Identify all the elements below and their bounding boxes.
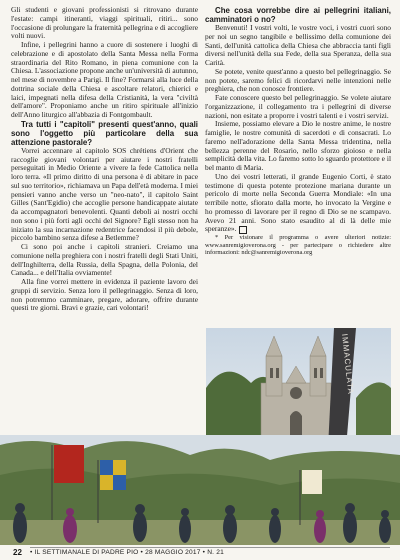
paragraph [205, 173, 391, 234]
paragraph: Vorrei accennare al capitolo SOS chrétiens d'Orient che raccoglie giovani volontari per aiutare i nostri fratelli perseguitati in Medio Oriente a vivere la fede Cattolica nella loro terra. «Il primo diritto di una persona è di abitare in pace sul suo territorio», richiamava un Papa dell'età moderna. I miei pensieri vanno anche verso un "neo-nato", il capitolo Saint Gilles (Sant'Egidio) che accoglie persone handicappate aiutate da accompagnatori benevolenti. Quanti deboli ai nostri occhi non sono i più forti agli occhi del Signore? Egli stesso non ha iniziato la sua incarnazione redentrice facendosi il più debole, piccolo bambino senza difese a Betlemme? [11, 145, 198, 243]
quote-text: Uno dei vostri letterati, il grande Eugenio Corti, è stato testimone di questa potente protezione mariana durante un pericolo di morte nella Seconda Guerra Mondiale: «In una terribile notte, sfiorato dalla morte, ho invocato la Vergine e ho promesso di lavorare per il regno di Dio se ne scampavo. Avevo 21 anni. Sono stato esaudito al di là delle mie speranze». [205, 171, 391, 234]
page-footer [0, 545, 400, 560]
footer-publication: • IL SETTIMANALE DI PADRE PIO • 28 MAGGIO 2017 • N. 21 [30, 549, 224, 556]
end-mark-icon [239, 226, 247, 234]
interview-question: Tra tutti i "capitoli" presenti quest'anno, quali sono l'oggetto più particolare della sua attenzione pastorale? [11, 119, 198, 147]
page-number: 22 [13, 548, 22, 557]
paragraph: Alla fine vorrei mettere in evidenza il paziente lavoro dei gruppi di servizio. Senza loro il pellegrinaggio. Senza di loro, non potremmo camminare, pregare, adorare, offrire durante questi tre giorni. Bravi e grazie, cari volontari! [11, 277, 198, 313]
pilgrims-photo [0, 435, 400, 545]
paragraph: Benvenuti! I vostri volti, le vostre voci, i vostri cuori sono per noi un segno tangibile e bellissimo della comunione dei Santi, dell'unità cattolica della Chiesa che abbraccia tanti figli diversi nell'unità della sua Fede, della sua Speranza, della sua Carità. [205, 23, 391, 67]
paragraph: Fate conoscere questo bel pellegrinaggio. Se volete aiutare l'organizzazione, il collegamento tra i pellegrini di diverse nazioni, non esitate a proporre i vostri talenti e i vostri servizi. [205, 93, 391, 120]
paragraph: Ci sono poi anche i capitoli stranieri. Creiamo una comunione nella preghiera con i nostri fratelli degli Stati Uniti, dell'Inghilterra, della Russia, della Spagna, della Polonia, del Canada... e dell'Italia ovviamente! [11, 242, 198, 278]
interview-question: Che cosa vorrebbe dire ai pellegrini italiani, camminatori o no? [205, 6, 391, 24]
right-column [205, 6, 391, 257]
paragraph: Gli studenti e giovani professionisti si ritrovano durante l'estate: campi itineranti, viaggi spirituali, ritiri... sono l'occasione di prolungare la fraternità pellegrina e di accogliere volti nuovi. [11, 5, 198, 41]
footer-divider [30, 547, 390, 548]
left-column [11, 6, 198, 313]
paragraph: Insieme, possiamo elevare a Dio le nostre anime, le nostre famiglie, le nostre comunità di sacerdoti e di consacrati. Lo faremo nell'adorazione della Santa Messa tridentina, nella bellezza perenne del Rosario, nello sforzo gioioso e nella semplicità della vita. Lo faremo sotto lo sguardo protettore e il bel manto di Maria. [205, 119, 391, 172]
paragraph: Infine, i pellegrini hanno a cuore di sostenere i luoghi di celebrazione e di apostolato della Santa Messa nella Forma straordinaria del Rito Romano, in piena comunione con la Chiesa. L'associazione propone anche un'università di autunno, nel mese di novembre a Parigi. Il fine? Formarsi alla luce della dottrina sociale della Chiesa e ascoltare relatori, chierici e laici, impegnati nella difesa della Cristianità, la vera "civiltà dell'amore". Proponiamo anche un ritiro spirituale all'inizio dell'Anno liturgico all'abbazia di Fontgombault. [11, 40, 198, 119]
info-note: * Per visionare il programma o avere ulteriori notizie: www.sanremigioverona.org - per partecipare o richiedere altre informazioni: ndc@sanremigioverona.org [205, 234, 391, 257]
banner-text: IMMACULATA [340, 333, 356, 396]
church-photo [206, 328, 391, 448]
paragraph: Se potete, venite quest'anno a questo bel pellegrinaggio. Se non potete, saremo felici di ricordarvi nelle intenzioni nelle preghiera, che non conosce frontiere. [205, 66, 391, 94]
